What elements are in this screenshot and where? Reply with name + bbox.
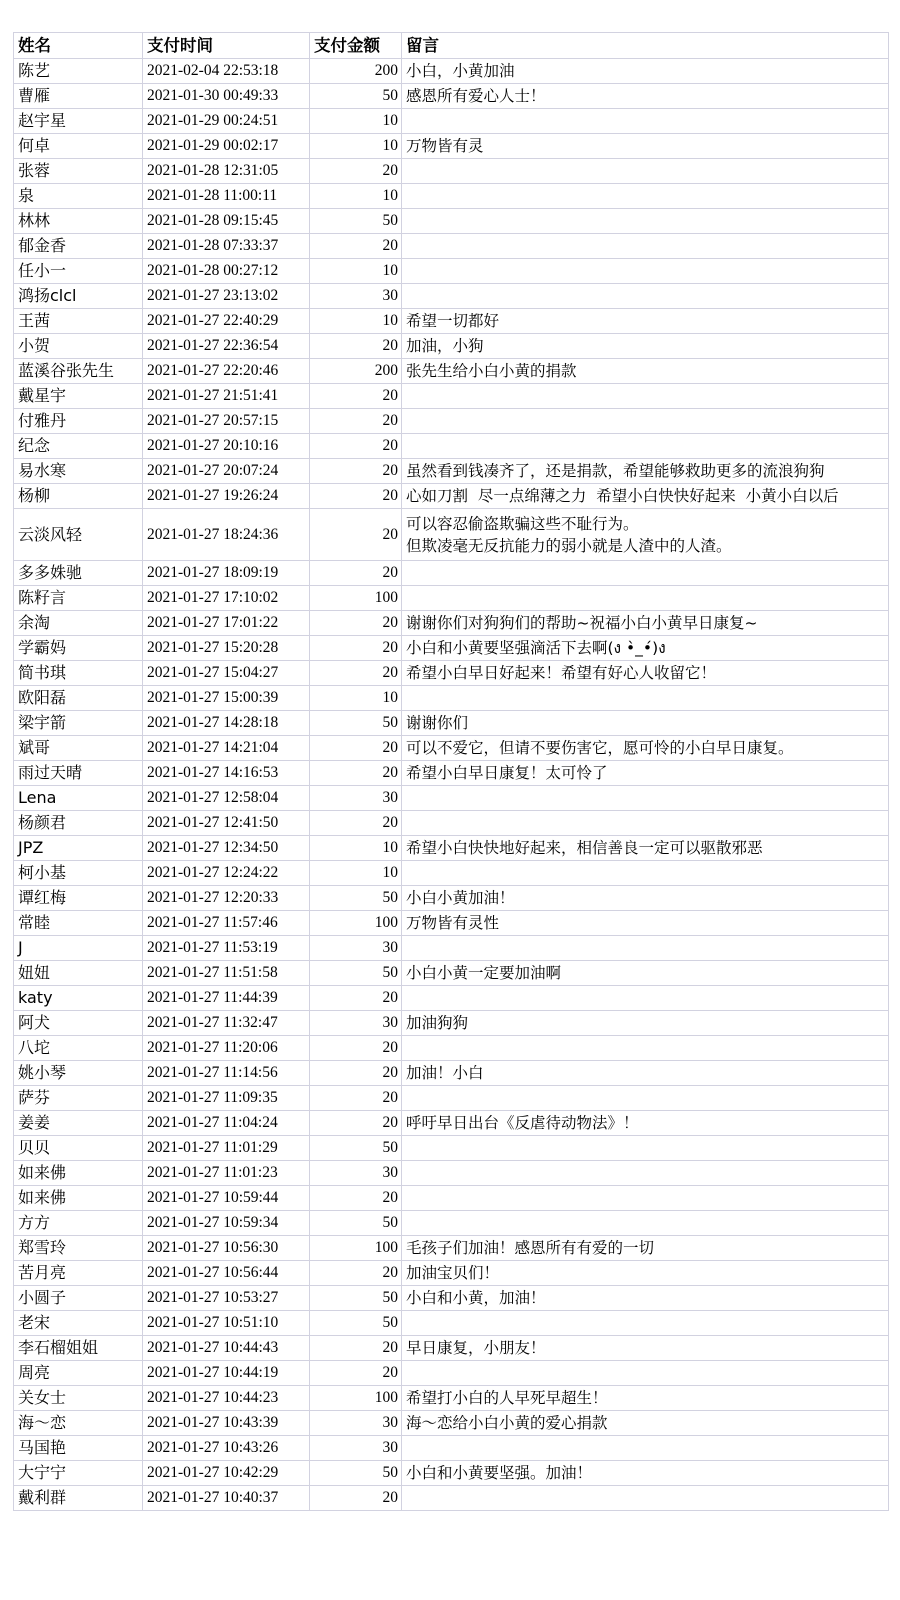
cell-name: 八坨 — [14, 1036, 143, 1061]
cell-amount: 20 — [310, 736, 402, 761]
cell-time: 2021-01-27 12:41:50 — [143, 811, 310, 836]
cell-name: 郑雪玲 — [14, 1236, 143, 1261]
cell-message — [402, 184, 889, 209]
table-row — [14, 159, 889, 184]
cell-amount: 10 — [310, 836, 402, 861]
cell-message: 小白小黄一定要加油啊 — [402, 961, 889, 986]
cell-amount: 50 — [310, 1461, 402, 1486]
cell-time: 2021-01-27 11:04:24 — [143, 1111, 310, 1136]
cell-amount: 20 — [310, 1486, 402, 1511]
cell-time: 2021-01-29 00:02:17 — [143, 134, 310, 159]
cell-name: 郁金香 — [14, 234, 143, 259]
cell-message: 谢谢你们对狗狗们的帮助~祝福小白小黄早日康复~ — [402, 611, 889, 636]
cell-message: 万物皆有灵性 — [402, 911, 889, 936]
cell-message — [402, 1311, 889, 1336]
cell-name: 学霸妈 — [14, 636, 143, 661]
table-row — [14, 1161, 889, 1186]
cell-amount: 20 — [310, 636, 402, 661]
header-row — [14, 33, 889, 59]
cell-amount: 20 — [310, 434, 402, 459]
cell-amount: 50 — [310, 84, 402, 109]
table-row — [14, 184, 889, 209]
cell-name: 易水寒 — [14, 459, 143, 484]
cell-name: 多多姝驰 — [14, 561, 143, 586]
table-row — [14, 761, 889, 786]
cell-message — [402, 434, 889, 459]
cell-name: 简书琪 — [14, 661, 143, 686]
table-row — [14, 736, 889, 761]
table-row — [14, 309, 889, 334]
cell-amount: 20 — [310, 509, 402, 561]
table-row — [14, 636, 889, 661]
cell-amount: 50 — [310, 1286, 402, 1311]
cell-message — [402, 284, 889, 309]
table-row — [14, 1011, 889, 1036]
table-row — [14, 1061, 889, 1086]
cell-name: 姚小琴 — [14, 1061, 143, 1086]
cell-time: 2021-01-27 11:51:58 — [143, 961, 310, 986]
header-time: 支付时间 — [143, 33, 310, 59]
cell-name: 马国艳 — [14, 1436, 143, 1461]
table-row — [14, 836, 889, 861]
cell-time: 2021-01-27 11:44:39 — [143, 986, 310, 1011]
cell-name: 杨颜君 — [14, 811, 143, 836]
cell-amount: 100 — [310, 911, 402, 936]
table-row — [14, 786, 889, 811]
cell-amount: 20 — [310, 409, 402, 434]
cell-name: 关女士 — [14, 1386, 143, 1411]
header-name: 姓名 — [14, 33, 143, 59]
cell-message — [402, 1161, 889, 1186]
table-row — [14, 611, 889, 636]
cell-message — [402, 409, 889, 434]
cell-message: 小白和小黄要坚强滴活下去啊(ง •̀_•́)ง — [402, 636, 889, 661]
cell-name: 小圆子 — [14, 1286, 143, 1311]
cell-name: 萨芬 — [14, 1086, 143, 1111]
table-row — [14, 484, 889, 509]
table-row — [14, 59, 889, 84]
cell-time: 2021-02-04 22:53:18 — [143, 59, 310, 84]
cell-time: 2021-01-27 20:10:16 — [143, 434, 310, 459]
cell-amount: 100 — [310, 1386, 402, 1411]
table-row — [14, 661, 889, 686]
cell-message: 加油宝贝们！ — [402, 1261, 889, 1286]
table-row — [14, 711, 889, 736]
cell-message — [402, 1036, 889, 1061]
cell-name: 斌哥 — [14, 736, 143, 761]
cell-amount: 20 — [310, 1336, 402, 1361]
cell-time: 2021-01-27 11:57:46 — [143, 911, 310, 936]
header-amount: 支付金额 — [310, 33, 402, 59]
cell-name: 蓝溪谷张先生 — [14, 359, 143, 384]
cell-amount: 20 — [310, 1261, 402, 1286]
cell-amount: 10 — [310, 259, 402, 284]
cell-name: 戴星宇 — [14, 384, 143, 409]
cell-message: 可以不爱它，但请不要伤害它，愿可怜的小白早日康复。 — [402, 736, 889, 761]
cell-time: 2021-01-27 10:43:26 — [143, 1436, 310, 1461]
cell-message: 可以容忍偷盗欺骗这些不耻行为。 但欺凌毫无反抗能力的弱小就是人渣中的人渣。 — [402, 509, 889, 561]
cell-name: 戴利群 — [14, 1486, 143, 1511]
cell-name: 任小一 — [14, 259, 143, 284]
table-row — [14, 284, 889, 309]
cell-time: 2021-01-27 11:14:56 — [143, 1061, 310, 1086]
cell-amount: 50 — [310, 1136, 402, 1161]
cell-message: 小白和小黄，加油！ — [402, 1286, 889, 1311]
table-row — [14, 259, 889, 284]
cell-name: 雨过天晴 — [14, 761, 143, 786]
cell-time: 2021-01-27 14:16:53 — [143, 761, 310, 786]
cell-name: 老宋 — [14, 1311, 143, 1336]
cell-name: 云淡风轻 — [14, 509, 143, 561]
cell-amount: 20 — [310, 384, 402, 409]
table-row — [14, 1361, 889, 1386]
cell-time: 2021-01-27 19:26:24 — [143, 484, 310, 509]
cell-time: 2021-01-27 14:21:04 — [143, 736, 310, 761]
cell-message: 毛孩子们加油！感恩所有有爱的一切 — [402, 1236, 889, 1261]
cell-name: 杨柳 — [14, 484, 143, 509]
cell-message: 希望小白快快地好起来，相信善良一定可以驱散邪恶 — [402, 836, 889, 861]
cell-amount: 20 — [310, 1086, 402, 1111]
cell-time: 2021-01-27 10:43:39 — [143, 1411, 310, 1436]
cell-time: 2021-01-27 15:00:39 — [143, 686, 310, 711]
table-row — [14, 861, 889, 886]
cell-amount: 50 — [310, 209, 402, 234]
table-row — [14, 936, 889, 961]
cell-amount: 20 — [310, 761, 402, 786]
table-row — [14, 334, 889, 359]
cell-time: 2021-01-27 10:56:44 — [143, 1261, 310, 1286]
cell-time: 2021-01-27 11:20:06 — [143, 1036, 310, 1061]
cell-time: 2021-01-27 18:09:19 — [143, 561, 310, 586]
table-row — [14, 1311, 889, 1336]
header-message: 留言 — [402, 33, 889, 59]
cell-amount: 200 — [310, 359, 402, 384]
table-row — [14, 1411, 889, 1436]
cell-name: 如来佛 — [14, 1161, 143, 1186]
cell-amount: 50 — [310, 711, 402, 736]
cell-message — [402, 1186, 889, 1211]
cell-time: 2021-01-27 12:58:04 — [143, 786, 310, 811]
cell-amount: 10 — [310, 686, 402, 711]
cell-amount: 20 — [310, 561, 402, 586]
cell-name: 大宁宁 — [14, 1461, 143, 1486]
cell-message: 心如刀割 尽一点绵薄之力 希望小白快快好起来 小黄小白以后 — [402, 484, 889, 509]
cell-name: 贝贝 — [14, 1136, 143, 1161]
cell-message: 小白小黄加油！ — [402, 886, 889, 911]
table-row — [14, 134, 889, 159]
cell-message — [402, 936, 889, 961]
cell-time: 2021-01-27 12:20:33 — [143, 886, 310, 911]
cell-time: 2021-01-27 21:51:41 — [143, 384, 310, 409]
cell-name: 小贺 — [14, 334, 143, 359]
cell-message — [402, 1136, 889, 1161]
cell-time: 2021-01-30 00:49:33 — [143, 84, 310, 109]
table-row — [14, 234, 889, 259]
cell-amount: 20 — [310, 1036, 402, 1061]
table-row — [14, 1236, 889, 1261]
cell-time: 2021-01-27 17:10:02 — [143, 586, 310, 611]
cell-message: 小白和小黄要坚强。加油！ — [402, 1461, 889, 1486]
cell-message: 海～恋给小白小黄的爱心捐款 — [402, 1411, 889, 1436]
cell-amount: 50 — [310, 886, 402, 911]
cell-time: 2021-01-27 20:57:15 — [143, 409, 310, 434]
cell-amount: 20 — [310, 811, 402, 836]
cell-time: 2021-01-27 20:07:24 — [143, 459, 310, 484]
cell-time: 2021-01-27 11:53:19 — [143, 936, 310, 961]
cell-time: 2021-01-27 17:01:22 — [143, 611, 310, 636]
cell-message — [402, 234, 889, 259]
cell-name: 海～恋 — [14, 1411, 143, 1436]
cell-name: J — [14, 936, 143, 961]
cell-amount: 30 — [310, 1436, 402, 1461]
cell-message — [402, 259, 889, 284]
cell-amount: 30 — [310, 284, 402, 309]
cell-amount: 10 — [310, 184, 402, 209]
cell-name: 泉 — [14, 184, 143, 209]
cell-message: 希望小白早日康复！太可怜了 — [402, 761, 889, 786]
cell-time: 2021-01-27 15:20:28 — [143, 636, 310, 661]
cell-message: 加油狗狗 — [402, 1011, 889, 1036]
cell-message — [402, 109, 889, 134]
cell-message — [402, 1086, 889, 1111]
cell-message — [402, 1436, 889, 1461]
cell-message — [402, 811, 889, 836]
cell-time: 2021-01-28 00:27:12 — [143, 259, 310, 284]
cell-amount: 30 — [310, 1161, 402, 1186]
table-row — [14, 961, 889, 986]
cell-message — [402, 786, 889, 811]
cell-time: 2021-01-28 11:00:11 — [143, 184, 310, 209]
cell-name: 柯小基 — [14, 861, 143, 886]
cell-message: 加油，小狗 — [402, 334, 889, 359]
cell-name: 如来佛 — [14, 1186, 143, 1211]
table-row — [14, 686, 889, 711]
cell-message — [402, 986, 889, 1011]
cell-name: 王茜 — [14, 309, 143, 334]
table-row — [14, 561, 889, 586]
cell-name: katy — [14, 986, 143, 1011]
cell-amount: 50 — [310, 961, 402, 986]
cell-amount: 20 — [310, 1061, 402, 1086]
donation-table — [13, 32, 889, 1511]
cell-time: 2021-01-27 10:40:37 — [143, 1486, 310, 1511]
table-row — [14, 209, 889, 234]
cell-name: 赵宇星 — [14, 109, 143, 134]
table-row — [14, 1461, 889, 1486]
cell-amount: 20 — [310, 159, 402, 184]
cell-name: 余淘 — [14, 611, 143, 636]
cell-name: JPZ — [14, 836, 143, 861]
cell-amount: 20 — [310, 986, 402, 1011]
cell-message: 加油！小白 — [402, 1061, 889, 1086]
table-row — [14, 1436, 889, 1461]
cell-time: 2021-01-27 12:24:22 — [143, 861, 310, 886]
cell-message: 呼吁早日出台《反虐待动物法》！ — [402, 1111, 889, 1136]
table-row — [14, 1211, 889, 1236]
table-row — [14, 1261, 889, 1286]
cell-message — [402, 586, 889, 611]
cell-amount: 50 — [310, 1311, 402, 1336]
cell-amount: 10 — [310, 309, 402, 334]
cell-time: 2021-01-27 12:34:50 — [143, 836, 310, 861]
cell-name: Lena — [14, 786, 143, 811]
table-row — [14, 1136, 889, 1161]
cell-amount: 100 — [310, 1236, 402, 1261]
cell-time: 2021-01-27 18:24:36 — [143, 509, 310, 561]
cell-amount: 20 — [310, 484, 402, 509]
table-row — [14, 1186, 889, 1211]
cell-amount: 20 — [310, 1111, 402, 1136]
table-row — [14, 384, 889, 409]
cell-time: 2021-01-27 23:13:02 — [143, 284, 310, 309]
cell-amount: 100 — [310, 586, 402, 611]
cell-time: 2021-01-27 15:04:27 — [143, 661, 310, 686]
cell-message: 希望打小白的人早死早超生！ — [402, 1386, 889, 1411]
table-row — [14, 1111, 889, 1136]
table-row — [14, 1086, 889, 1111]
cell-amount: 30 — [310, 786, 402, 811]
cell-message — [402, 1486, 889, 1511]
cell-message: 张先生给小白小黄的捐款 — [402, 359, 889, 384]
cell-name: 姜姜 — [14, 1111, 143, 1136]
cell-time: 2021-01-28 07:33:37 — [143, 234, 310, 259]
cell-message: 虽然看到钱凑齐了，还是捐款，希望能够救助更多的流浪狗狗 — [402, 459, 889, 484]
table-row — [14, 986, 889, 1011]
cell-amount: 20 — [310, 334, 402, 359]
cell-name: 陈籽言 — [14, 586, 143, 611]
cell-message: 小白，小黄加油 — [402, 59, 889, 84]
table-row — [14, 1036, 889, 1061]
cell-time: 2021-01-27 10:44:43 — [143, 1336, 310, 1361]
cell-time: 2021-01-27 10:56:30 — [143, 1236, 310, 1261]
cell-time: 2021-01-27 14:28:18 — [143, 711, 310, 736]
cell-time: 2021-01-27 22:36:54 — [143, 334, 310, 359]
table-row — [14, 84, 889, 109]
cell-amount: 10 — [310, 109, 402, 134]
cell-time: 2021-01-28 12:31:05 — [143, 159, 310, 184]
cell-message: 万物皆有灵 — [402, 134, 889, 159]
cell-amount: 30 — [310, 1011, 402, 1036]
table-row — [14, 409, 889, 434]
table-body — [14, 59, 889, 1511]
cell-name: 苦月亮 — [14, 1261, 143, 1286]
cell-name: 阿犬 — [14, 1011, 143, 1036]
cell-amount: 30 — [310, 936, 402, 961]
cell-name: 常睦 — [14, 911, 143, 936]
cell-message — [402, 384, 889, 409]
cell-name: 陈艺 — [14, 59, 143, 84]
cell-time: 2021-01-27 10:42:29 — [143, 1461, 310, 1486]
cell-time: 2021-01-27 10:53:27 — [143, 1286, 310, 1311]
cell-time: 2021-01-29 00:24:51 — [143, 109, 310, 134]
cell-name: 欧阳磊 — [14, 686, 143, 711]
cell-time: 2021-01-27 10:59:44 — [143, 1186, 310, 1211]
cell-time: 2021-01-27 10:44:19 — [143, 1361, 310, 1386]
cell-message: 感恩所有爱心人士！ — [402, 84, 889, 109]
cell-time: 2021-01-27 11:01:29 — [143, 1136, 310, 1161]
cell-time: 2021-01-27 11:32:47 — [143, 1011, 310, 1036]
cell-message — [402, 1211, 889, 1236]
cell-amount: 20 — [310, 611, 402, 636]
cell-message: 希望一切都好 — [402, 309, 889, 334]
cell-time: 2021-01-27 11:01:23 — [143, 1161, 310, 1186]
cell-amount: 10 — [310, 134, 402, 159]
cell-amount: 10 — [310, 861, 402, 886]
table-row — [14, 459, 889, 484]
cell-message — [402, 561, 889, 586]
cell-name: 付雅丹 — [14, 409, 143, 434]
cell-time: 2021-01-27 10:59:34 — [143, 1211, 310, 1236]
cell-amount: 20 — [310, 661, 402, 686]
cell-name: 何卓 — [14, 134, 143, 159]
cell-name: 谭红梅 — [14, 886, 143, 911]
cell-amount: 50 — [310, 1211, 402, 1236]
cell-message — [402, 1361, 889, 1386]
cell-amount: 20 — [310, 459, 402, 484]
cell-name: 鸿扬clcl — [14, 284, 143, 309]
table-row — [14, 509, 889, 561]
cell-time: 2021-01-27 10:51:10 — [143, 1311, 310, 1336]
cell-message — [402, 209, 889, 234]
table-row — [14, 811, 889, 836]
cell-message — [402, 861, 889, 886]
cell-amount: 200 — [310, 59, 402, 84]
table-row — [14, 886, 889, 911]
table-row — [14, 109, 889, 134]
cell-time: 2021-01-28 09:15:45 — [143, 209, 310, 234]
cell-amount: 20 — [310, 1186, 402, 1211]
cell-amount: 30 — [310, 1411, 402, 1436]
cell-amount: 20 — [310, 234, 402, 259]
cell-message: 谢谢你们 — [402, 711, 889, 736]
cell-name: 纪念 — [14, 434, 143, 459]
cell-name: 张蓉 — [14, 159, 143, 184]
cell-name: 林林 — [14, 209, 143, 234]
cell-name: 方方 — [14, 1211, 143, 1236]
cell-name: 妞妞 — [14, 961, 143, 986]
cell-amount: 20 — [310, 1361, 402, 1386]
table-row — [14, 359, 889, 384]
table-row — [14, 1486, 889, 1511]
table-row — [14, 586, 889, 611]
cell-time: 2021-01-27 22:20:46 — [143, 359, 310, 384]
cell-message — [402, 159, 889, 184]
cell-time: 2021-01-27 22:40:29 — [143, 309, 310, 334]
cell-name: 梁宇箭 — [14, 711, 143, 736]
table-row — [14, 1386, 889, 1411]
cell-message: 早日康复，小朋友！ — [402, 1336, 889, 1361]
cell-message — [402, 686, 889, 711]
cell-name: 周亮 — [14, 1361, 143, 1386]
cell-name: 曹雁 — [14, 84, 143, 109]
cell-message: 希望小白早日好起来！希望有好心人收留它！ — [402, 661, 889, 686]
table-row — [14, 1286, 889, 1311]
cell-name: 李石榴姐姐 — [14, 1336, 143, 1361]
cell-time: 2021-01-27 11:09:35 — [143, 1086, 310, 1111]
table-row — [14, 434, 889, 459]
table-row — [14, 1336, 889, 1361]
table-row — [14, 911, 889, 936]
cell-time: 2021-01-27 10:44:23 — [143, 1386, 310, 1411]
